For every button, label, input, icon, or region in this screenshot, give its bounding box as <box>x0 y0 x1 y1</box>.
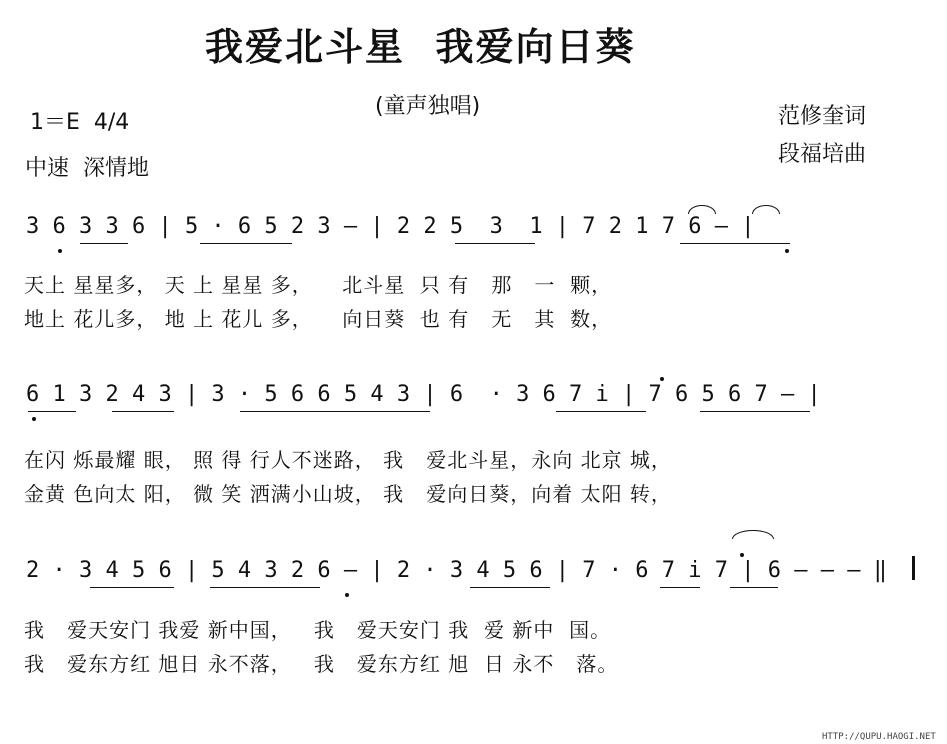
high-octave-dot <box>740 553 744 557</box>
key-signature: 1＝E 4/4 <box>30 110 130 135</box>
beat-underline <box>80 243 128 244</box>
beat-underline <box>660 587 700 588</box>
performance-type: (童声独唱) <box>375 94 481 119</box>
song-title: 我爱北斗星 我爱向日葵 <box>205 25 636 69</box>
beat-underline <box>730 587 778 588</box>
lyric-verse-1: 在闪 烁最耀 眼， 照 得 行人不迷路， 我 爱北斗星，永向 北京 城， <box>24 448 672 472</box>
low-octave-dot <box>345 593 349 597</box>
beat-underline <box>556 411 646 412</box>
jianpu-notation: 2 · 3 4 5 6 | 5 4 3 2 6 — | 2 · 3 4 5 6 | 7 · 6 7 i 7 | 6 — — — ‖ <box>26 558 887 583</box>
beat-underline <box>90 587 174 588</box>
beat-underline <box>700 411 810 412</box>
lyric-verse-2: 我 爱东方红 旭日 永不落， 我 爱东方红 旭 日 永不 落。 <box>24 652 619 676</box>
lyric-verse-1: 天上 星星多， 天 上 星星 多， 北斗星 只 有 那 一 颗， <box>24 273 613 297</box>
beat-underline <box>455 243 535 244</box>
tie-arc <box>688 205 716 214</box>
beat-underline <box>200 243 292 244</box>
beat-underline <box>680 243 790 244</box>
tempo-marking: 中速 深情地 <box>25 156 149 181</box>
tie-arc <box>752 205 780 214</box>
beat-underline <box>470 587 550 588</box>
low-octave-dot <box>58 249 62 253</box>
jianpu-notation: 6 1 3 2 4 3 | 3 · 5 6 6 5 4 3 | 6 · 3 6 7 i | 7 6 5 6 7 — | <box>26 382 821 407</box>
lyricist-credit: 范修奎词 <box>778 104 867 129</box>
beat-underline <box>240 411 430 412</box>
tie-arc <box>732 530 774 539</box>
lyric-verse-2: 地上 花儿多， 地 上 花儿 多， 向日葵 也 有 无 其 数， <box>24 307 613 331</box>
composer-credit: 段福培曲 <box>778 142 867 167</box>
low-octave-dot <box>32 417 36 421</box>
lyric-verse-1: 我 爱天安门 我爱 新中国， 我 爱天安门 我 爱 新中 国。 <box>24 618 612 642</box>
beat-underline <box>28 411 76 412</box>
high-octave-dot <box>660 377 664 381</box>
beat-underline <box>112 411 174 412</box>
lyric-verse-2: 金黄 色向太 阳， 微 笑 洒满小山坡， 我 爱向日葵，向着 太阳 转， <box>24 482 672 506</box>
jianpu-notation: 3 6 3 3 6 | 5 · 6 5 2 3 — | 2 2 5 3 1 | 7 2 1 7 6 — | <box>26 214 755 239</box>
beat-underline <box>210 587 320 588</box>
low-octave-dot <box>785 249 789 253</box>
final-barline <box>912 556 915 580</box>
website-watermark: HTTP://QUPU.HAOGI.NET <box>822 732 936 742</box>
